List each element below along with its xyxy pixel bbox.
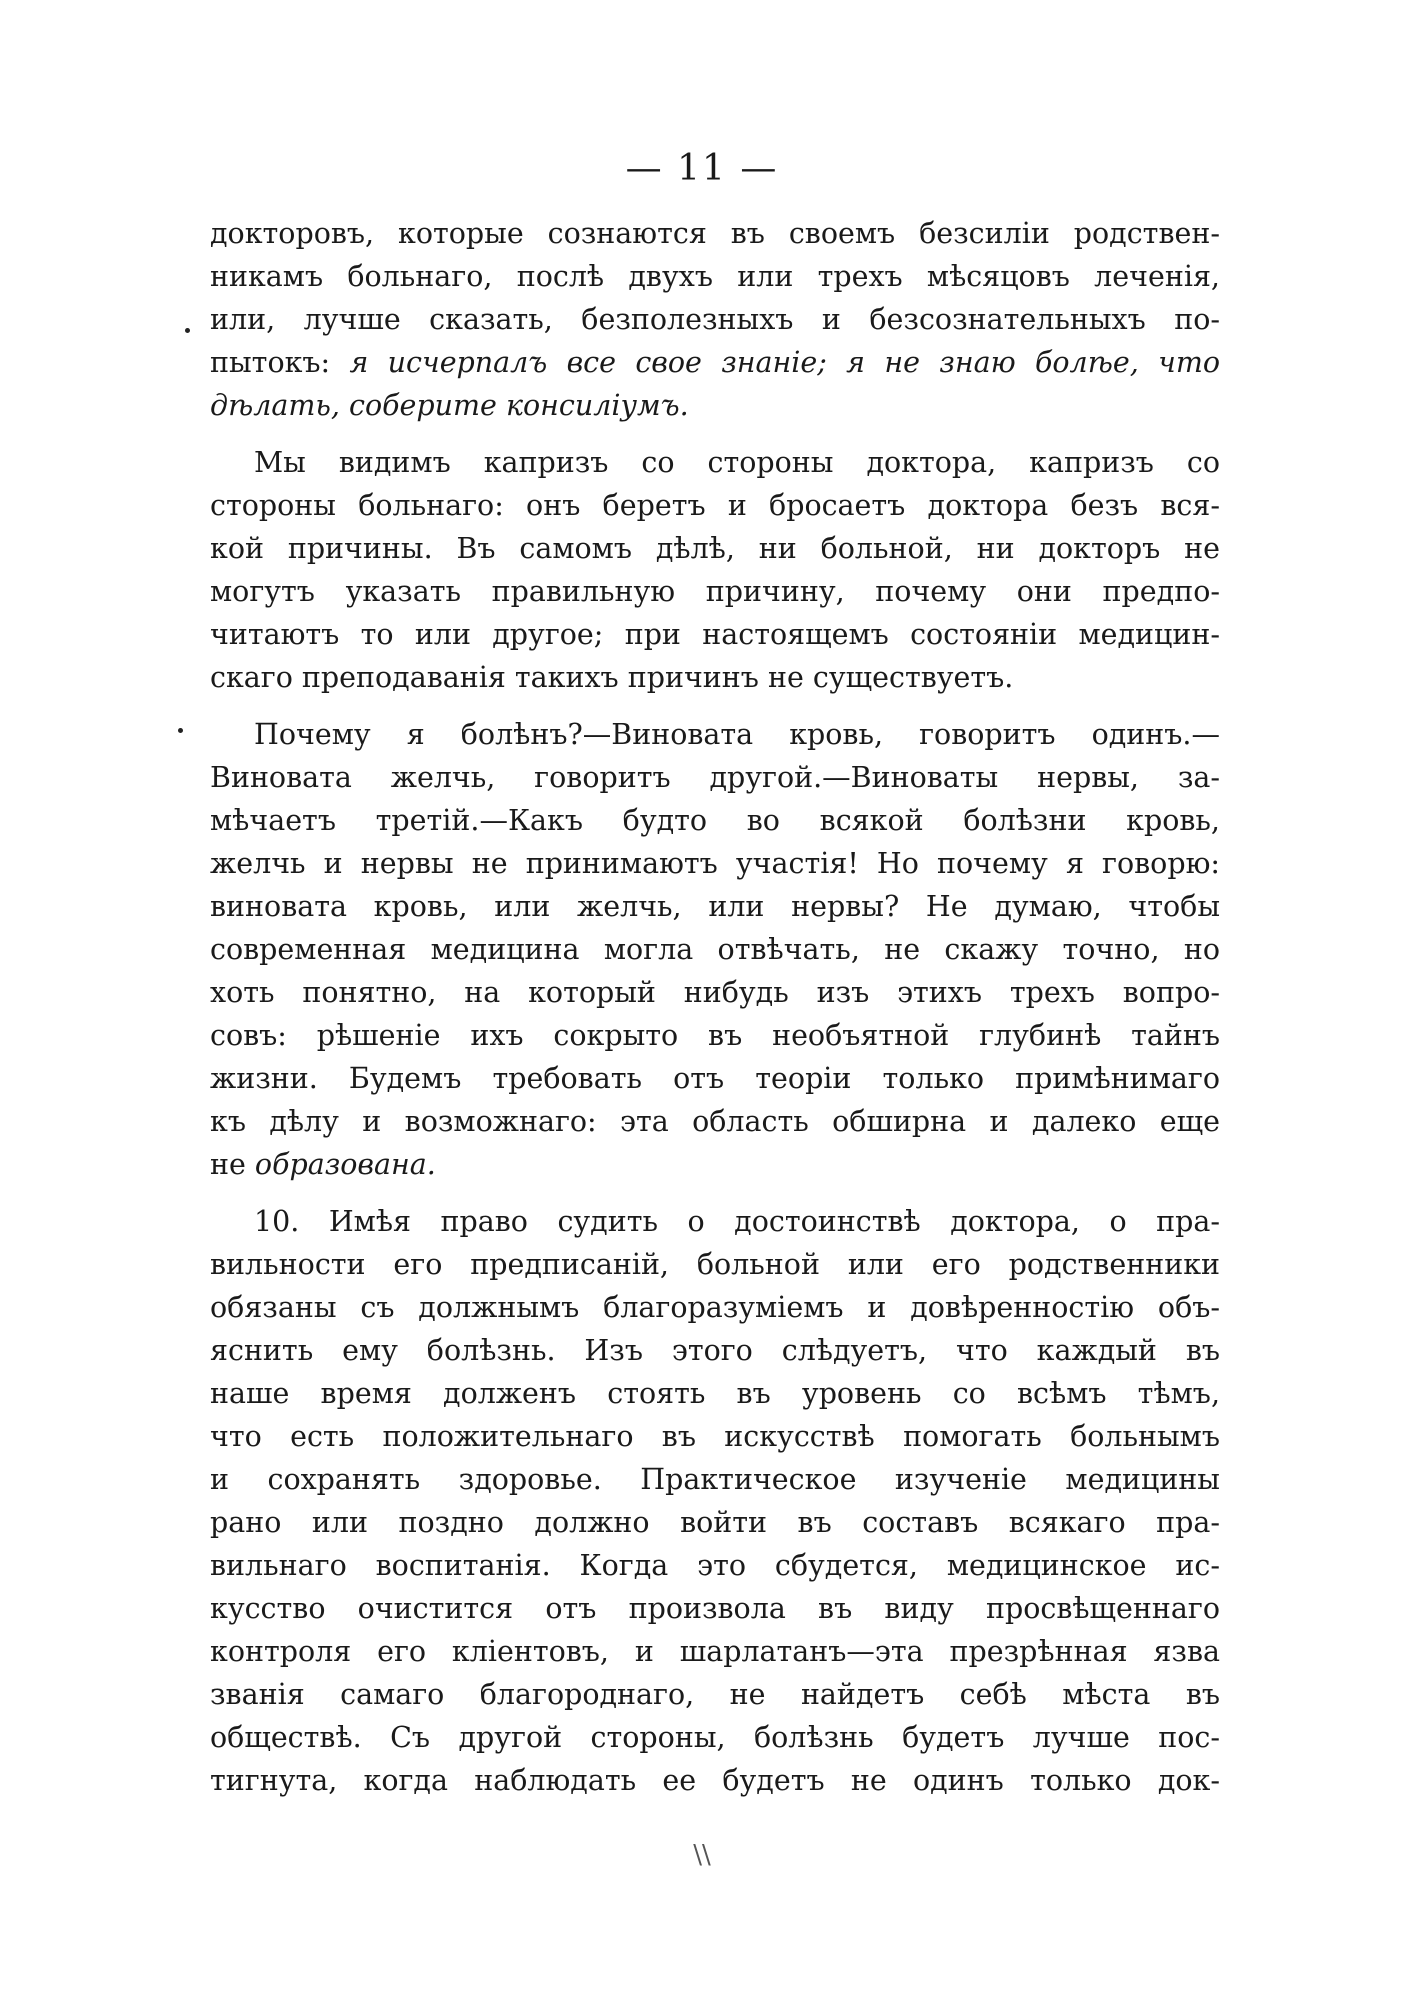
text-line: читаютъ то или другое; при настоящемъ состоянiи медицин-: [210, 618, 1220, 651]
text-line: къ дѣлу и возможнаго: эта область обширна и далеко еще: [210, 1105, 1220, 1138]
text-line: контроля его клiентовъ, и шарлатанъ—эта презрѣнная язва: [210, 1635, 1220, 1668]
text-span: пытокъ:: [210, 346, 350, 379]
text-line: что есть положительнаго въ искусствѣ помогать больнымъ: [210, 1420, 1220, 1453]
text-line: обязаны съ должнымъ благоразумiемъ и довѣренностiю объ-: [210, 1291, 1220, 1324]
text-line: скаго преподаванiя такихъ причинъ не существуетъ.: [210, 661, 1014, 694]
paragraph-4: [210, 1200, 1220, 1802]
italic-span: образована.: [254, 1148, 436, 1181]
text-line: или, лучше сказать, безполезныхъ и безсознательныхъ по-: [210, 303, 1220, 336]
paragraph-2: [210, 441, 1220, 699]
italic-span: я исчерпалъ все свое знанiе; я не знаю болѣе, что: [349, 346, 1220, 379]
text-line: яснить ему болѣзнь. Изъ этого слѣдуетъ, что каждый въ: [210, 1334, 1220, 1367]
text-line: совъ: рѣшенiе ихъ сокрыто въ необъятной глубинѣ тайнъ: [210, 1019, 1220, 1052]
text-line: жизни. Будемъ требовать отъ теорiи только примѣнимаго: [210, 1062, 1220, 1095]
footer-ink-mark: \\: [693, 1840, 711, 1870]
paragraph-1: [210, 212, 1220, 427]
text-line: вильности его предписанiй, больной или его родственники: [210, 1248, 1220, 1281]
text-line: кусство очистится отъ произвола въ виду просвѣщеннаго: [210, 1592, 1220, 1625]
text-line: обществѣ. Съ другой стороны, болѣзнь будетъ лучше пос-: [210, 1721, 1220, 1754]
margin-dot-1: [185, 328, 190, 333]
text-line: кой причины. Въ самомъ дѣлѣ, ни больной, ни докторъ не: [210, 532, 1220, 565]
text-line: Мы видимъ капризъ со стороны доктора, капризъ со: [254, 446, 1220, 479]
text-line: докторовъ, которые сознаются въ своемъ безсилiи родствен-: [210, 217, 1220, 250]
text-line-mixed: [210, 1143, 1220, 1186]
page-number: — 11 —: [625, 148, 779, 189]
text-line: 10. Имѣя право судить о достоинствѣ доктора, о пра-: [254, 1205, 1220, 1238]
margin-dot-2: [178, 728, 183, 733]
text-line: стороны больнаго: онъ беретъ и бросаетъ доктора безъ вся-: [210, 489, 1220, 522]
text-line: наше время долженъ стоять въ уровень со всѣмъ тѣмъ,: [210, 1377, 1220, 1410]
text-line-mixed: [210, 341, 1220, 384]
text-line: вильнаго воспитанiя. Когда это сбудется, медицинское ис-: [210, 1549, 1220, 1582]
text-line: никамъ больнаго, послѣ двухъ или трехъ мѣсяцовъ леченiя,: [210, 260, 1220, 293]
text-line: хоть понятно, на который нибудь изъ этихъ трехъ вопро-: [210, 976, 1220, 1009]
text-line: Виновата желчь, говоритъ другой.—Виноваты нервы, за-: [210, 761, 1220, 794]
text-line: и сохранять здоровье. Практическое изученiе медицины: [210, 1463, 1220, 1496]
text-line: званiя самаго благороднаго, не найдетъ себѣ мѣста въ: [210, 1678, 1220, 1711]
text-line: тигнута, когда наблюдать ее будетъ не одинъ только док-: [210, 1764, 1220, 1797]
text-line: могутъ указать правильную причину, почему они предпо-: [210, 575, 1220, 608]
text-line: современная медицина могла отвѣчать, не скажу точно, но: [210, 933, 1220, 966]
text-line: рано или поздно должно войти въ составъ всякаго пра-: [210, 1506, 1220, 1539]
text-line: желчь и нервы не принимаютъ участiя! Но почему я говорю:: [210, 847, 1220, 880]
text-line: Почему я болѣнъ?—Виновата кровь, говоритъ одинъ.—: [254, 718, 1220, 751]
paragraph-3: [210, 713, 1220, 1186]
text-span: не: [210, 1148, 255, 1181]
body-text: [210, 212, 1220, 1816]
text-line-italic: дѣлать, соберите консилiумъ.: [210, 389, 689, 422]
text-line: мѣчаетъ третiй.—Какъ будто во всякой болѣзни кровь,: [210, 804, 1220, 837]
text-line: виновата кровь, или желчь, или нервы? Не думаю, чтобы: [210, 890, 1220, 923]
